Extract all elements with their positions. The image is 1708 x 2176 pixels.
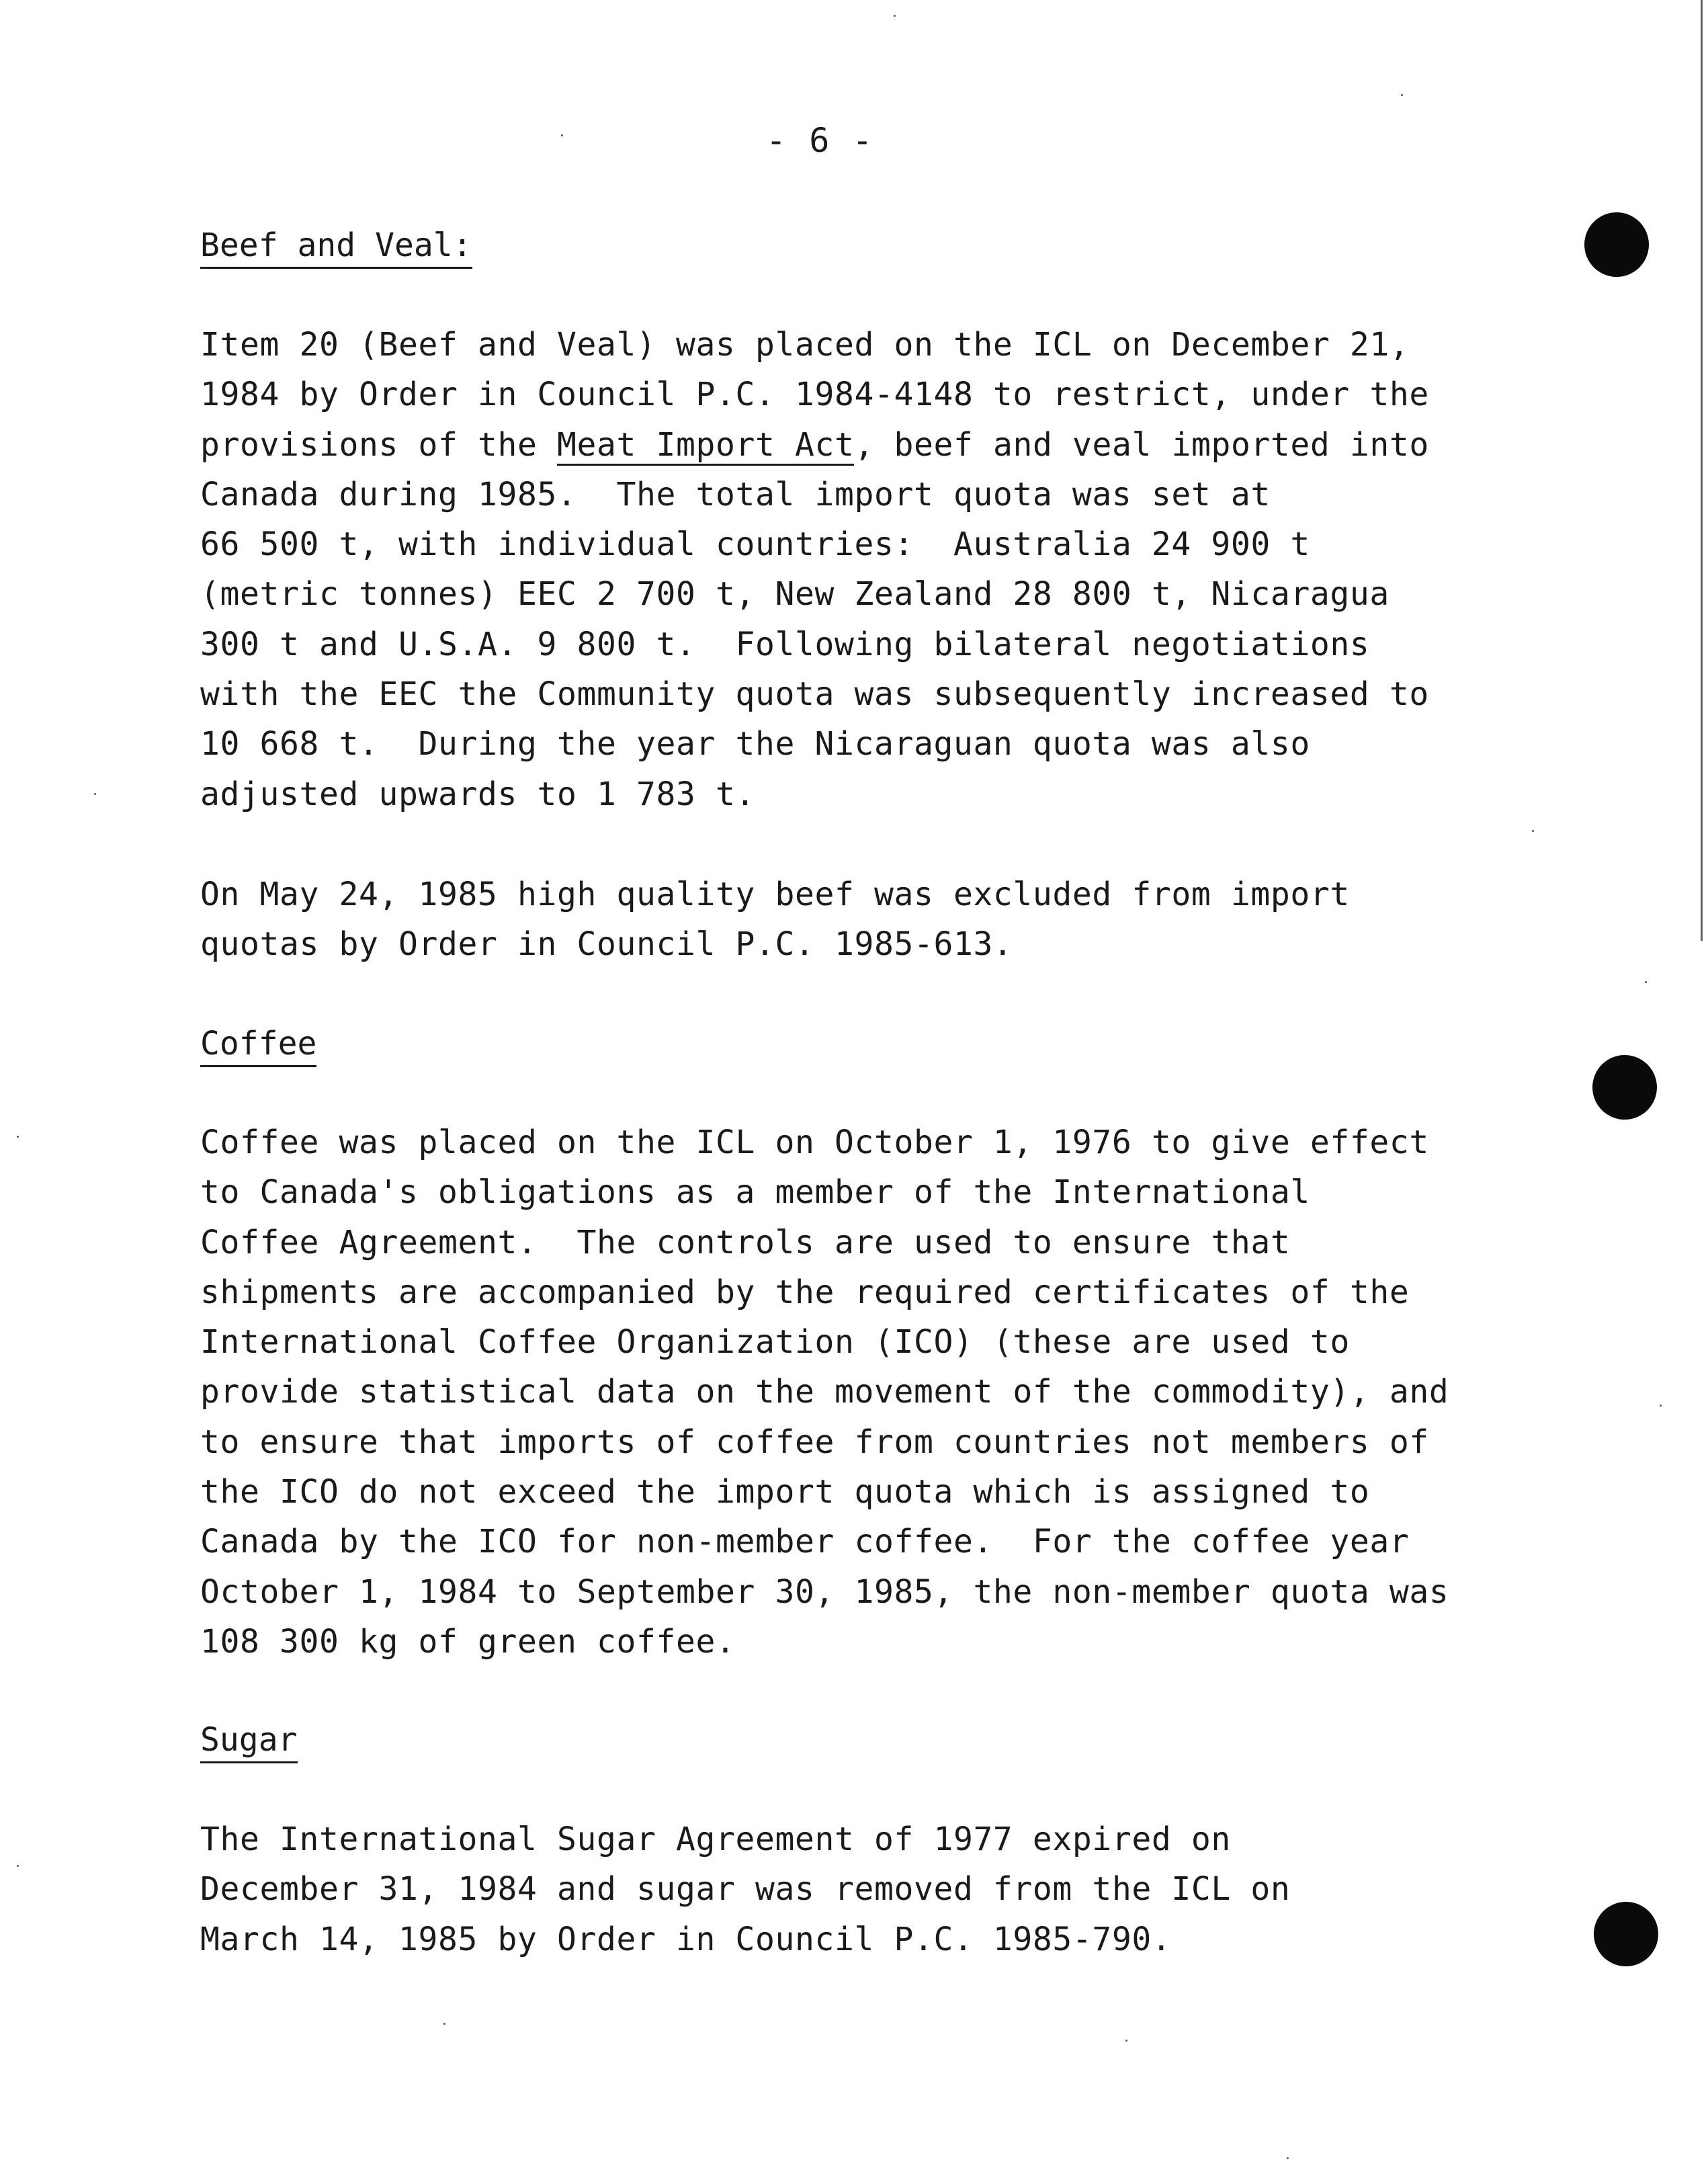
text-line: the ICO do not exceed the import quota which is assigned to [200, 1473, 1370, 1511]
scan-speck [17, 1865, 19, 1867]
punch-hole-middle [1592, 1055, 1657, 1120]
scan-speck [1660, 1405, 1662, 1407]
text-line: to Canada's obligations as a member of the International [200, 1173, 1310, 1212]
text-line: 66 500 t, with individual countries: Australia 24 900 t [200, 526, 1310, 564]
section-heading-sugar [200, 1715, 298, 1765]
scan-speck [1401, 94, 1403, 96]
text-line: Coffee Agreement. The controls are used to ensure that [200, 1223, 1291, 1261]
text-line: Canada during 1985. The total import quota was set at [200, 475, 1271, 513]
paragraph-coffee [200, 1118, 1517, 1667]
text-fragment: provisions of the [200, 425, 557, 464]
text-line: March 14, 1985 by Order in Council P.C. 1985-790. [200, 1920, 1172, 1958]
text-line: adjusted upwards to 1 783 t. [200, 775, 755, 813]
heading-text: Beef and Veal: [200, 225, 472, 269]
scan-speck [1287, 2157, 1289, 2159]
heading-text: Sugar [200, 1720, 298, 1763]
scan-speck [1532, 830, 1534, 832]
text-line: 300 t and U.S.A. 9 800 t. Following bilateral negotiations [200, 625, 1370, 663]
paragraph-sugar [200, 1814, 1517, 1964]
text-line: to ensure that imports of coffee from countries not members of [200, 1423, 1429, 1461]
scan-speck [1645, 981, 1647, 983]
act-title-underlined: Meat Import Act [557, 426, 854, 466]
text-line: (metric tonnes) EEC 2 700 t, New Zealand 28 800 t, Nicaragua [200, 575, 1390, 614]
text-line: Item 20 (Beef and Veal) was placed on the ICL on December 21, [200, 326, 1410, 364]
text-line: 10 668 t. During the year the Nicaraguan quota was also [200, 725, 1310, 763]
text-line: 1984 by Order in Council P.C. 1984-4148 to restrict, under the [200, 376, 1429, 414]
text-line: with the EEC the Community quota was subsequently increased to [200, 675, 1429, 714]
scan-edge-line [1701, 0, 1703, 941]
heading-text: Coffee [200, 1023, 316, 1067]
text-line: quotas by Order in Council P.C. 1985-613. [200, 925, 1013, 964]
text-line: On May 24, 1985 high quality beef was excluded from import [200, 876, 1350, 913]
section-heading-beef-and-veal [200, 220, 472, 270]
scan-speck [17, 1136, 19, 1138]
text-fragment: , beef and veal imported into [854, 425, 1429, 464]
scan-speck [443, 2023, 445, 2025]
text-line: provide statistical data on the movement of the commodity), and [200, 1373, 1449, 1411]
scan-speck [894, 15, 896, 17]
paragraph-beef-exclusion [200, 870, 1517, 970]
text-line: October 1, 1984 to September 30, 1985, the non-member quota was [200, 1573, 1449, 1611]
text-line: Coffee was placed on the ICL on October 1, 1976 to give effect [200, 1124, 1429, 1161]
text-line: shipments are accompanied by the required certificates of the [200, 1273, 1410, 1311]
page-number: - 6 - [766, 121, 874, 160]
text-line: December 31, 1984 and sugar was removed from the ICL on [200, 1870, 1291, 1909]
text-line [200, 420, 1517, 470]
punch-hole-bottom [1594, 1902, 1658, 1966]
text-line: 108 300 kg of green coffee. [200, 1622, 736, 1661]
scan-speck [561, 134, 563, 136]
text-line: Canada by the ICO for non-member coffee. For the coffee year [200, 1523, 1410, 1561]
text-line: The International Sugar Agreement of 1977 expired on [200, 1821, 1231, 1858]
scan-speck [94, 793, 96, 795]
section-heading-coffee [200, 1019, 316, 1069]
punch-hole-top [1584, 212, 1649, 277]
text-line: International Coffee Organization (ICO) (these are used to [200, 1323, 1350, 1362]
scan-speck [1125, 2040, 1127, 2042]
paragraph-beef-quota [200, 320, 1517, 819]
